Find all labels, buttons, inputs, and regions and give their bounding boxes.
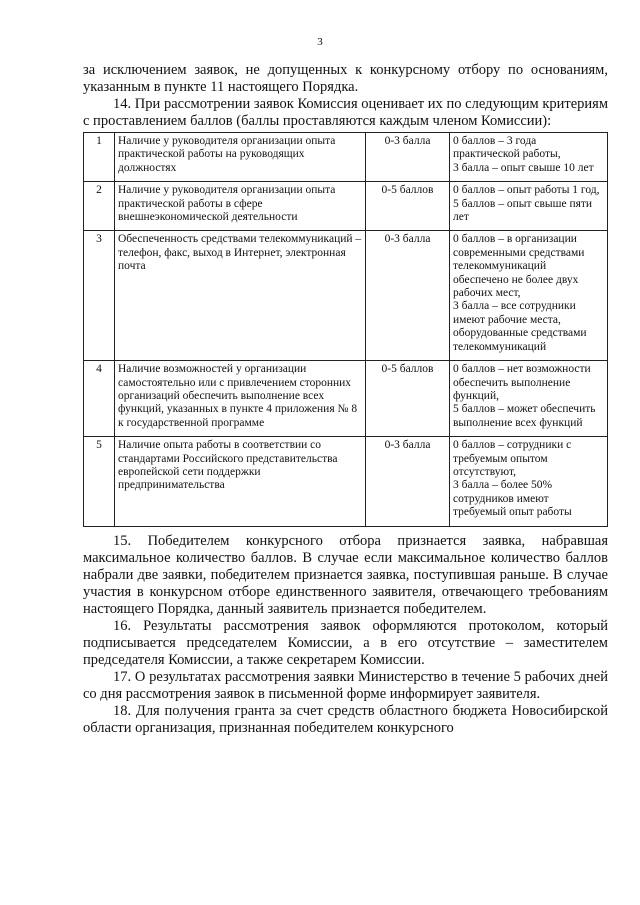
points-description-cell: 0 баллов – сотрудники с требуемым опытом отсутствуют, 3 балла – более 50% сотрудников имеют требуемый опыт работы (450, 437, 608, 526)
criterion-cell: Наличие у руководителя организации опыта практической работы на руководящих должностях (115, 133, 366, 182)
criterion-cell: Обеспеченность средствами телекоммуникаций – телефон, факс, выход в Интернет, электронная почта (115, 231, 366, 361)
table-row (84, 437, 608, 526)
page-number: 3 (317, 36, 323, 48)
points-description-cell: 0 баллов – 3 года практической работы, 3 балла – опыт свыше 10 лет (450, 133, 608, 182)
table-row (84, 133, 608, 182)
criterion-cell: Наличие опыта работы в соответствии со стандартами Российского представительства европейской сети поддержки предпринимательства (115, 437, 366, 526)
row-number: 2 (84, 182, 115, 231)
row-number: 5 (84, 437, 115, 526)
points-cell: 0-3 балла (366, 437, 450, 526)
row-number: 4 (84, 361, 115, 437)
table-row (84, 361, 608, 437)
points-cell: 0-3 балла (366, 231, 450, 361)
criteria-table (83, 132, 608, 527)
paragraph-17: 17. О результатах рассмотрения заявки Министерство в течение 5 рабочих дней со дня рассмотрения заявок в письменной форме информирует заявителя. (83, 668, 608, 702)
points-description-cell: 0 баллов – нет возможности обеспечить выполнение функций, 5 баллов – может обеспечить выполнение всех функций (450, 361, 608, 437)
points-description-cell: 0 баллов – опыт работы 1 год, 5 баллов – опыт свыше пяти лет (450, 182, 608, 231)
points-cell: 0-5 баллов (366, 182, 450, 231)
points-cell: 0-3 балла (366, 133, 450, 182)
paragraph-15: 15. Победителем конкурсного отбора признается заявка, набравшая максимальное количество баллов. В случае если максимальное количество баллов набрали две заявки, победителем признается заявка, поступившая раньше. В случае участия в конкурсном отборе единственного заявителя, отвечающего требованиям настоящего Порядка, данный заявитель признается победителем. (83, 532, 608, 617)
points-description-cell: 0 баллов – в организации современными средствами телекоммуникаций обеспечено не более двух рабочих мест, 3 балла – все сотрудники имеют рабочие места, оборудованные средствами телекоммуникаций (450, 231, 608, 361)
paragraph-16: 16. Результаты рассмотрения заявок оформляются протоколом, который подписывается председателем Комиссии, а в его отсутствие – заместителем председателя Комиссии, а также секретарем Комиссии. (83, 617, 608, 668)
row-number: 3 (84, 231, 115, 361)
table-row (84, 182, 608, 231)
paragraph-18: 18. Для получения гранта за счет средств областного бюджета Новосибирской области организация, признанная победителем конкурсного (83, 702, 608, 736)
table-row (84, 231, 608, 361)
document-body (83, 62, 608, 737)
paragraph-continuation: за исключением заявок, не допущенных к конкурсному отбору по основаниям, указанным в пункте 11 настоящего Порядка. (83, 62, 608, 95)
criterion-cell: Наличие у руководителя организации опыта практической работы в сфере внешнеэкономической деятельности (115, 182, 366, 231)
paragraph-14: 14. При рассмотрении заявок Комиссия оценивает их по следующим критериям с проставлением баллов (баллы проставляются каждым членом Комиссии): (83, 96, 608, 129)
criterion-cell: Наличие возможностей у организации самостоятельно или с привлечением сторонних организаций обеспечить выполнение всех функций, указанных в пункте 4 приложения № 8 к государственной программе (115, 361, 366, 437)
points-cell: 0-5 баллов (366, 361, 450, 437)
row-number: 1 (84, 133, 115, 182)
